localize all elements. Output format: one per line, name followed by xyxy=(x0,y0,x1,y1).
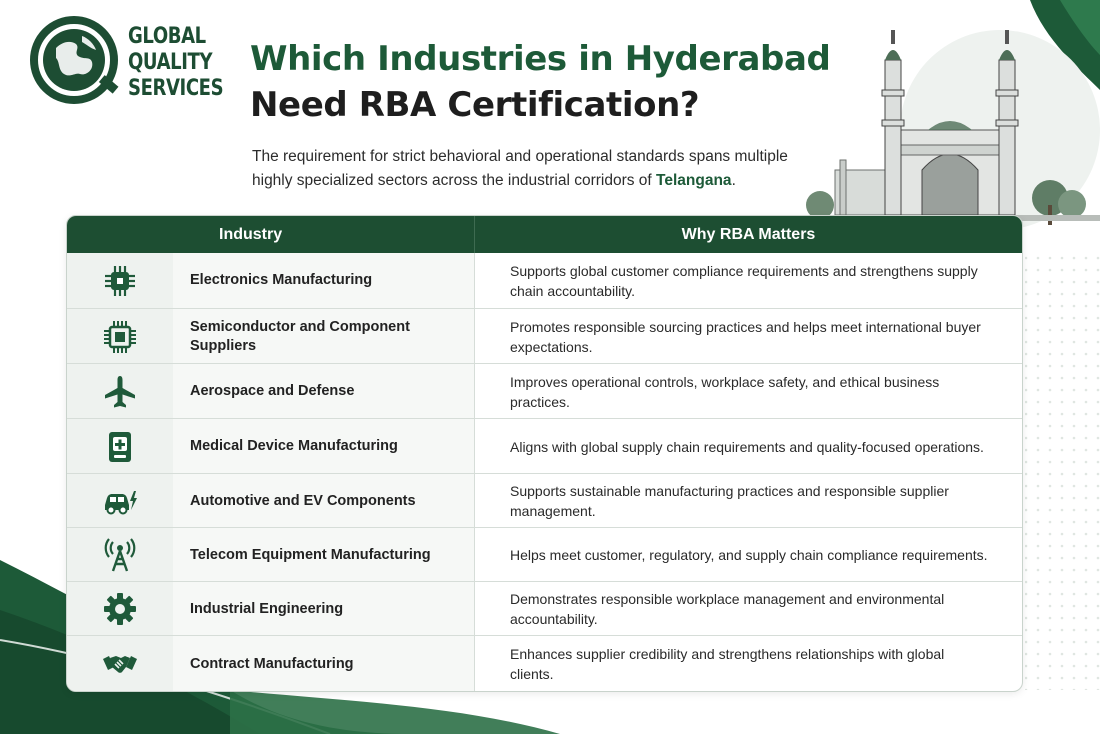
page-title xyxy=(250,36,840,128)
handshake-icon xyxy=(102,646,138,682)
table-row xyxy=(67,418,1022,474)
ev-car-icon xyxy=(102,483,138,519)
brand-line-3: SERVICES xyxy=(128,76,224,101)
header-why: Why RBA Matters xyxy=(681,226,816,243)
title-line-1: Which Industries in Hyderabad xyxy=(250,39,831,79)
industry-reason: Helps meet customer, regulatory, and supply chain compliance requirements. xyxy=(510,547,988,563)
table-row xyxy=(67,527,1022,582)
brand-line-1: GLOBAL xyxy=(128,24,206,49)
charminar-illustration xyxy=(800,20,1100,240)
microchip-icon xyxy=(102,263,138,299)
industry-reason: Demonstrates responsible workplace management and environmental accountability. xyxy=(510,591,945,627)
industry-name: Telecom Equipment Manufacturing xyxy=(190,546,431,563)
semiconductor-chip-icon xyxy=(102,319,138,355)
intro-text: The requirement for strict behavioral and operational standards spans multiple highly specialized sectors across the industrial corridors of xyxy=(252,148,788,189)
industry-name: Contract Manufacturing xyxy=(190,655,354,672)
gear-icon xyxy=(102,591,138,627)
table-row xyxy=(67,581,1022,636)
brand-line-2: QUALITY xyxy=(128,50,213,75)
table-row xyxy=(67,363,1022,419)
industry-reason: Aligns with global supply chain requirements and quality-focused operations. xyxy=(510,438,984,455)
industry-reason: Supports sustainable manufacturing practices and responsible supplier management. xyxy=(510,483,949,519)
industry-name: Semiconductor and Component Suppliers xyxy=(190,318,410,354)
table-row xyxy=(67,473,1022,528)
header-industry: Industry xyxy=(219,226,283,243)
intro-paragraph xyxy=(252,145,812,193)
industry-name: Automotive and EV Components xyxy=(190,492,416,509)
industry-reason: Promotes responsible sourcing practices and helps meet international buyer expectations. xyxy=(510,318,981,355)
intro-highlight: Telangana xyxy=(656,172,732,189)
industry-name: Industrial Engineering xyxy=(190,600,344,617)
medical-device-icon xyxy=(102,429,138,465)
table-row xyxy=(67,253,1022,308)
intro-end: . xyxy=(731,172,736,189)
industry-name: Aerospace and Defense xyxy=(190,383,355,399)
industry-reason: Enhances supplier credibility and strengthens relationships with global clients. xyxy=(510,646,945,682)
table-row xyxy=(67,635,1022,692)
airplane-icon xyxy=(102,374,138,410)
industries-table xyxy=(66,215,1023,692)
table-header xyxy=(67,216,1022,253)
telecom-tower-icon xyxy=(102,537,138,573)
title-line-2: Need RBA Certification? xyxy=(250,85,700,125)
globe-logo-icon xyxy=(30,16,122,108)
industry-name: Medical Device Manufacturing xyxy=(190,438,398,454)
industry-reason: Supports global customer compliance requirements and strengthens supply chain accountability. xyxy=(510,262,978,299)
brand-logo xyxy=(30,16,230,108)
table-row xyxy=(67,308,1022,364)
industry-name: Electronics Manufacturing xyxy=(190,272,373,288)
industry-reason: Improves operational controls, workplace safety, and ethical business practices. xyxy=(510,373,940,410)
